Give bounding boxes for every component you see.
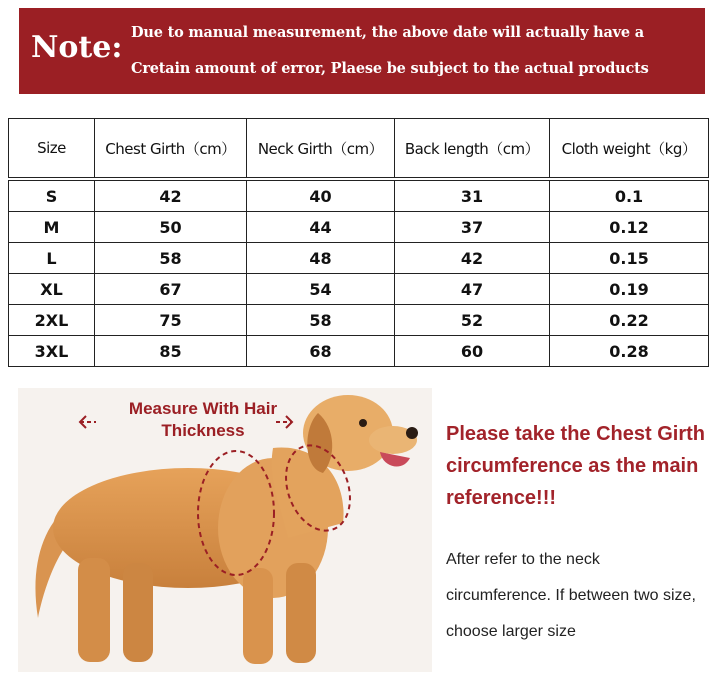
- cell-chest: 50: [95, 212, 247, 243]
- cell-chest: 58: [95, 243, 247, 274]
- cell-weight: 0.12: [550, 212, 709, 243]
- table-row: [9, 305, 709, 336]
- cell-size: L: [9, 243, 95, 274]
- reference-note: [446, 418, 706, 650]
- cell-back: 42: [395, 243, 550, 274]
- cell-weight: 0.15: [550, 243, 709, 274]
- table-header-row: [9, 119, 709, 178]
- table-row: [9, 243, 709, 274]
- cell-back: 31: [395, 181, 550, 212]
- cell-back: 60: [395, 336, 550, 367]
- neck-size-advice: After refer to the neck circumference. If between two size, choose larger size: [446, 551, 696, 640]
- cell-size: S: [9, 181, 95, 212]
- cell-neck: 58: [247, 305, 395, 336]
- measure-hair-thickness-label: [113, 398, 293, 442]
- cell-chest: 75: [95, 305, 247, 336]
- cell-neck: 68: [247, 336, 395, 367]
- cell-back: 47: [395, 274, 550, 305]
- table-row: [9, 181, 709, 212]
- cell-neck: 44: [247, 212, 395, 243]
- cell-chest: 85: [95, 336, 247, 367]
- note-text-line-1: Due to manual measurement, the above date will actually have a: [131, 24, 644, 41]
- cell-size: XL: [9, 274, 95, 305]
- table-row: [9, 336, 709, 367]
- note-banner: [19, 8, 705, 94]
- note-label: Note:: [31, 30, 123, 65]
- table-row: [9, 274, 709, 305]
- header-cloth-weight: Cloth weight（kg）: [550, 119, 709, 178]
- header-back-length: Back length（cm）: [395, 119, 550, 178]
- measure-label-line-2: Thickness: [161, 421, 245, 440]
- cell-weight: 0.22: [550, 305, 709, 336]
- cell-size: 2XL: [9, 305, 95, 336]
- header-neck-girth: Neck Girth（cm）: [247, 119, 395, 178]
- measure-label-line-1: Measure With Hair: [128, 399, 278, 418]
- header-size: Size: [9, 119, 95, 178]
- table-row: [9, 212, 709, 243]
- cell-neck: 48: [247, 243, 395, 274]
- cell-weight: 0.1: [550, 181, 709, 212]
- cell-neck: 40: [247, 181, 395, 212]
- cell-back: 37: [395, 212, 550, 243]
- cell-weight: 0.28: [550, 336, 709, 367]
- dog-measurement-illustration: [18, 388, 432, 672]
- header-chest-girth: Chest Girth（cm）: [95, 119, 247, 178]
- cell-chest: 42: [95, 181, 247, 212]
- cell-weight: 0.19: [550, 274, 709, 305]
- cell-size: 3XL: [9, 336, 95, 367]
- size-chart-table: [8, 118, 709, 367]
- note-text-line-2: Cretain amount of error, Plaese be subject to the actual products: [131, 60, 649, 77]
- cell-back: 52: [395, 305, 550, 336]
- cell-chest: 67: [95, 274, 247, 305]
- cell-size: M: [9, 212, 95, 243]
- cell-neck: 54: [247, 274, 395, 305]
- chest-girth-reference-heading: Please take the Chest Girth circumference as the main reference!!!: [446, 423, 705, 509]
